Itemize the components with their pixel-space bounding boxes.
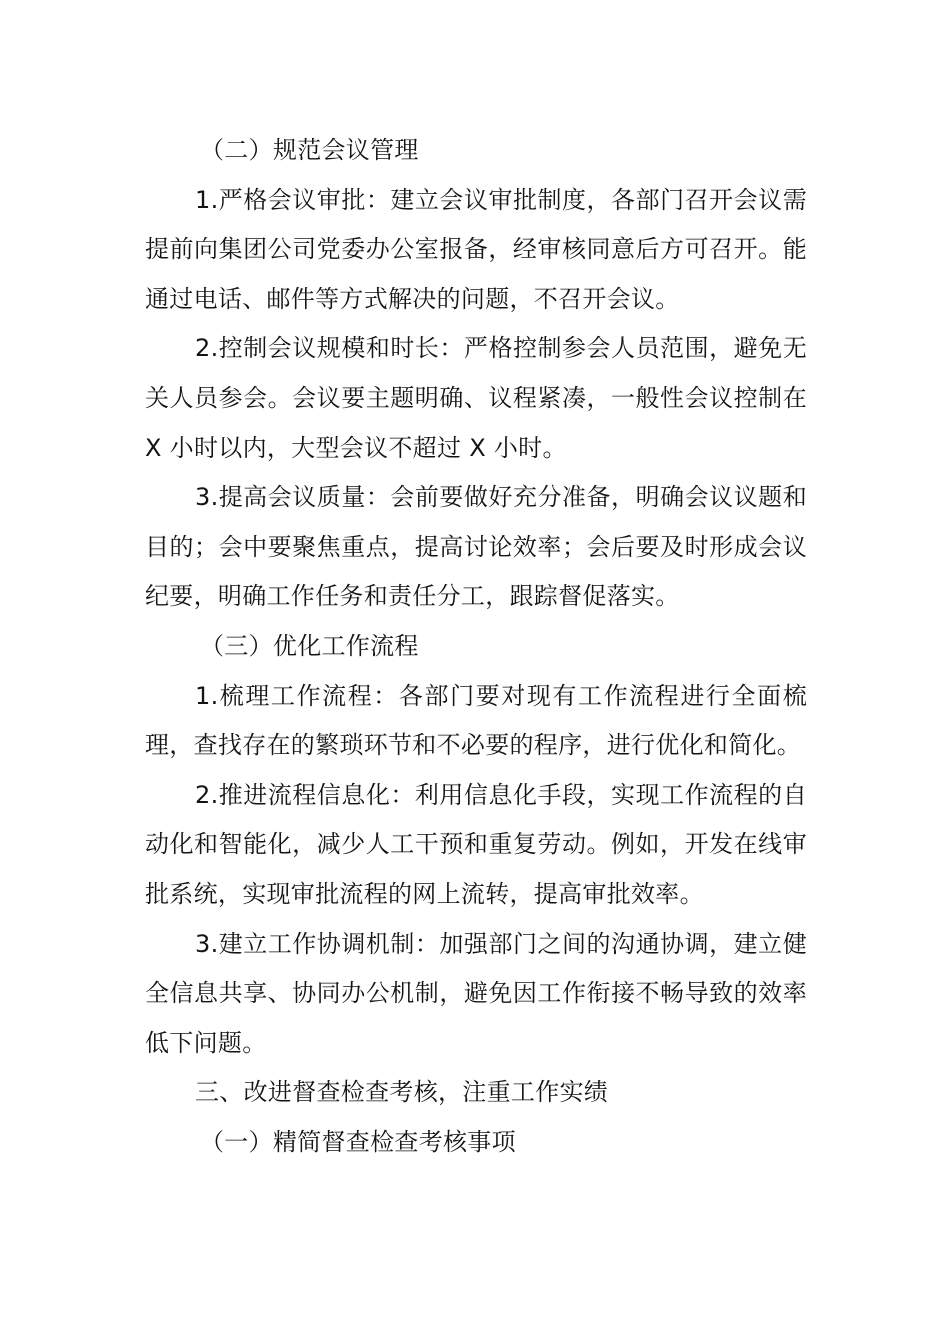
chapter-heading-inspection: 三、改进督查检查考核，注重工作实绩 xyxy=(195,1078,609,1107)
paragraph-meeting-quality: 3.提高会议质量：会前要做好充分准备，明确会议议题和目的；会中要聚焦重点，提高讨论效率；会后要及时形成会议纪要，明确工作任务和责任分工，跟踪督促落实。 xyxy=(145,483,807,611)
section-heading-optimize-workflow: （三）优化工作流程 xyxy=(200,631,419,660)
paragraph-meeting-approval: 1.严格会议审批：建立会议审批制度，各部门召开会议需提前向集团公司党委办公室报备，经审核同意后方可召开。能通过电话、邮件等方式解决的问题，不召开会议。 xyxy=(145,185,807,313)
document-body xyxy=(145,126,807,1167)
section-heading-meeting-management: （二）规范会议管理 xyxy=(200,136,419,164)
paragraph-workflow-digitization: 2.推进流程信息化：利用信息化手段，实现工作流程的自动化和智能化，减少人工干预和重复劳动。例如，开发在线审批系统，实现审批流程的网上流转，提高审批效率。 xyxy=(145,780,807,908)
paragraph-sort-workflow: 1.梳理工作流程：各部门要对现有工作流程进行全面梳理，查找存在的繁琐环节和不必要的程序，进行优化和简化。 xyxy=(145,681,807,760)
section-heading-streamline-inspection: （一）精简督查检查考核事项 xyxy=(200,1127,516,1156)
paragraph-coordination-mechanism: 3.建立工作协调机制：加强部门之间的沟通协调，建立健全信息共享、协同办公机制，避免因工作衔接不畅导致的效率低下问题。 xyxy=(145,929,807,1057)
paragraph-meeting-scale: 2.控制会议规模和时长：严格控制参会人员范围，避免无关人员参会。会议要主题明确、议程紧凑，一般性会议控制在 X 小时以内，大型会议不超过 X 小时。 xyxy=(145,334,807,462)
